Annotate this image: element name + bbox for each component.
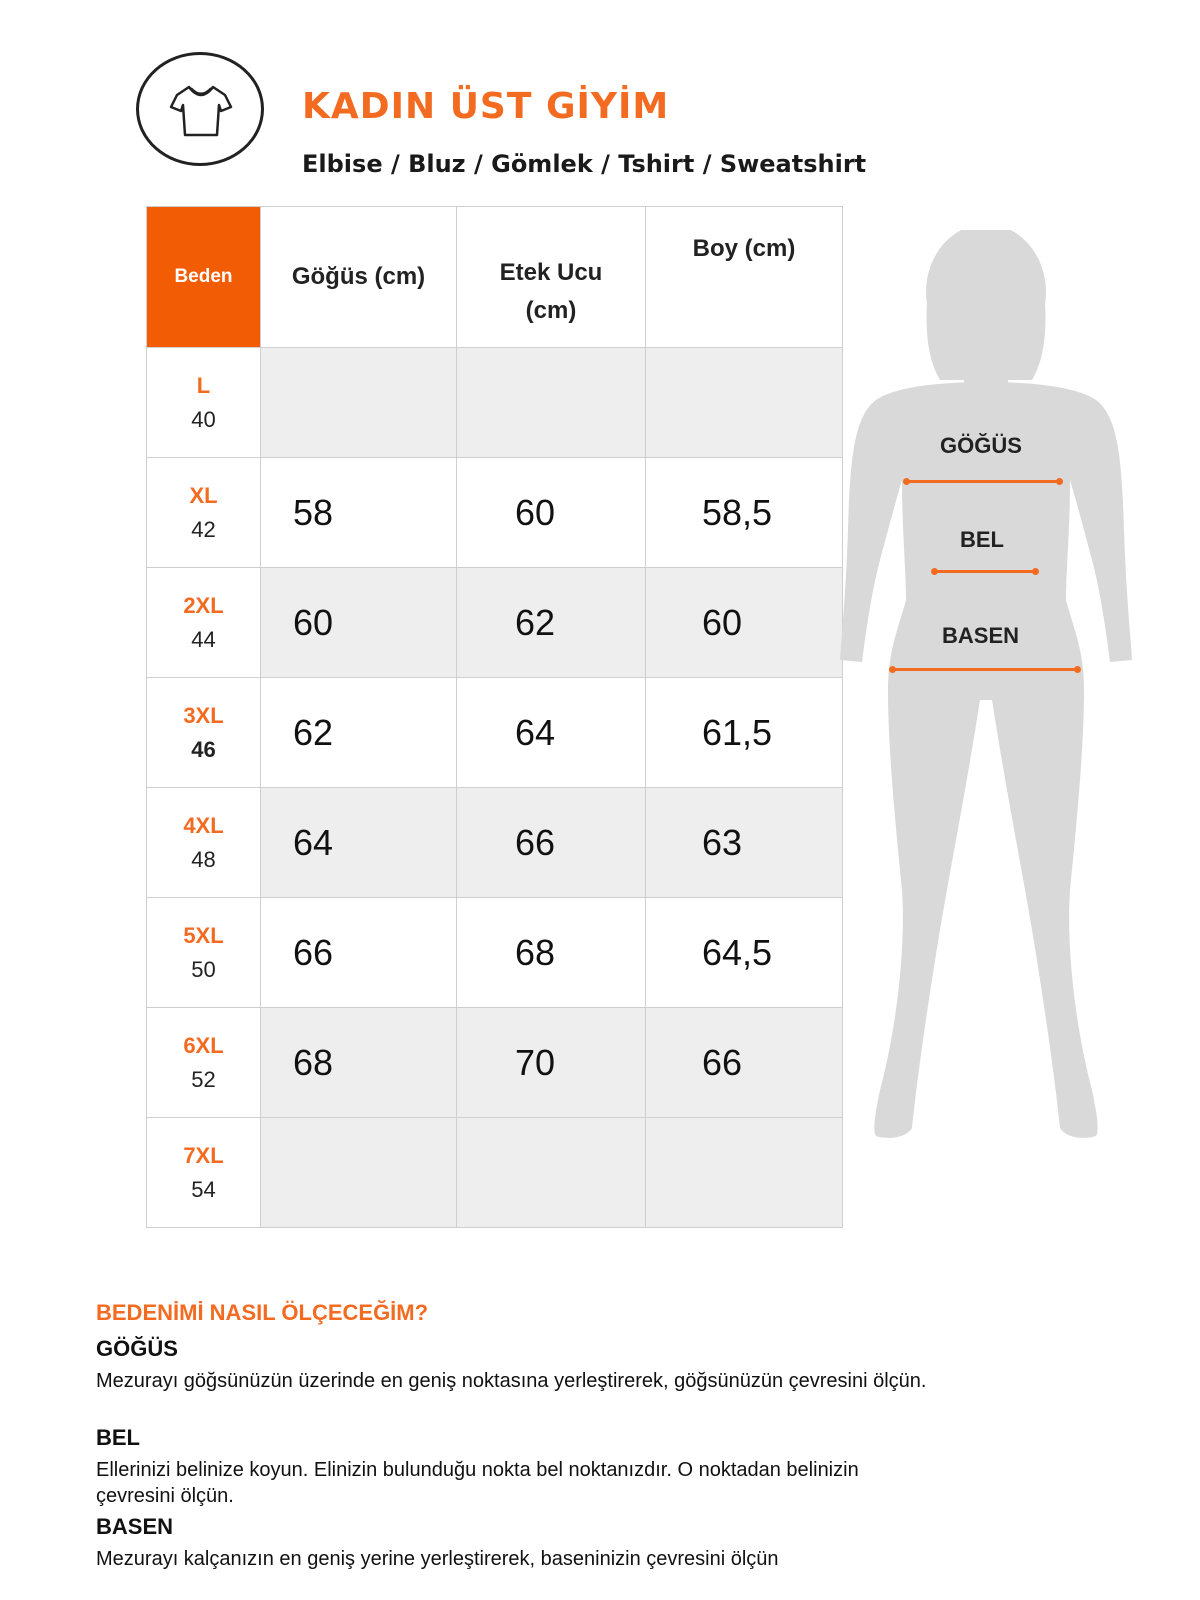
section-text-bel: Ellerinizi belinize koyun. Elinizin bulunduğu nokta bel noktanızdır. O noktadan belinizin çevresini ölçün. xyxy=(96,1459,859,1507)
header-beden: Beden xyxy=(147,207,261,348)
label-gogus: GÖĞÜS xyxy=(940,433,1022,458)
page-subtitle: Elbise / Bluz / Gömlek / Tshirt / Sweatshirt xyxy=(302,150,867,178)
table-row xyxy=(147,788,843,898)
size-letter: 6XL xyxy=(183,1032,224,1058)
gogus-value: 68 xyxy=(261,1008,457,1118)
size-cell xyxy=(147,458,261,568)
section-heading-basen: BASEN xyxy=(96,1514,174,1539)
size-letter: XL xyxy=(189,482,218,508)
etek-value: 68 xyxy=(457,898,646,1008)
size-cell xyxy=(147,568,261,678)
size-number: 46 xyxy=(191,736,216,762)
gogus-value: 64 xyxy=(261,788,457,898)
header-etek xyxy=(457,207,646,348)
basen-measure-line xyxy=(892,668,1078,671)
size-cell xyxy=(147,898,261,1008)
tshirt-icon xyxy=(169,83,233,139)
size-letter: L xyxy=(196,372,211,398)
body-silhouette-icon xyxy=(836,230,1136,1160)
size-letter: 5XL xyxy=(183,922,224,948)
section-text-gogus: Mezurayı göğsünüzün üzerinde en geniş noktasına yerleştirerek, göğsünüzün çevresini ölçün. xyxy=(96,1370,927,1392)
gogus-value: 60 xyxy=(261,568,457,678)
etek-value: 60 xyxy=(457,458,646,568)
size-letter: 3XL xyxy=(183,702,224,728)
boy-value: 61,5 xyxy=(646,678,843,788)
size-table xyxy=(146,206,843,1228)
size-number: 54 xyxy=(191,1176,216,1202)
size-number: 52 xyxy=(191,1066,216,1092)
table-row xyxy=(147,348,843,458)
size-number: 48 xyxy=(191,846,216,872)
logo-circle xyxy=(136,52,264,166)
boy-value: 63 xyxy=(646,788,843,898)
gogus-measure-line xyxy=(906,480,1060,483)
size-cell xyxy=(147,678,261,788)
header-etek-label: Etek Ucu (cm) xyxy=(499,259,603,324)
gogus-value: 58 xyxy=(261,458,457,568)
bel-measure-line xyxy=(934,570,1036,573)
etek-value xyxy=(457,1118,646,1228)
gogus-value: 66 xyxy=(261,898,457,1008)
etek-value: 70 xyxy=(457,1008,646,1118)
table-row xyxy=(147,1118,843,1228)
boy-value: 64,5 xyxy=(646,898,843,1008)
size-letter: 2XL xyxy=(183,592,224,618)
size-cell xyxy=(147,1118,261,1228)
section-text-basen: Mezurayı kalçanızın en geniş yerine yerleştirerek, baseninizin çevresini ölçün xyxy=(96,1548,779,1570)
size-cell xyxy=(147,788,261,898)
gogus-value xyxy=(261,1118,457,1228)
size-number: 44 xyxy=(191,626,216,652)
header-boy: Boy (cm) xyxy=(646,207,843,348)
section-heading-gogus: GÖĞÜS xyxy=(96,1336,178,1361)
size-number: 50 xyxy=(191,956,216,982)
boy-value: 58,5 xyxy=(646,458,843,568)
gogus-value: 62 xyxy=(261,678,457,788)
table-row xyxy=(147,898,843,1008)
table-header-row xyxy=(147,207,843,348)
size-cell xyxy=(147,348,261,458)
size-letter: 7XL xyxy=(183,1142,224,1168)
table-row xyxy=(147,1008,843,1118)
label-bel: BEL xyxy=(960,527,1004,552)
boy-value: 60 xyxy=(646,568,843,678)
size-letter: 4XL xyxy=(183,812,224,838)
size-number: 42 xyxy=(191,516,216,542)
etek-value xyxy=(457,348,646,458)
etek-value: 66 xyxy=(457,788,646,898)
etek-value: 62 xyxy=(457,568,646,678)
boy-value: 66 xyxy=(646,1008,843,1118)
etek-value: 64 xyxy=(457,678,646,788)
boy-value xyxy=(646,1118,843,1228)
header-gogus: Göğüs (cm) xyxy=(261,207,457,348)
table-row xyxy=(147,458,843,568)
boy-value xyxy=(646,348,843,458)
section-heading-bel: BEL xyxy=(96,1425,140,1450)
table-row xyxy=(147,568,843,678)
howto-title: BEDENİMİ NASIL ÖLÇECEĞİM? xyxy=(96,1300,429,1325)
table-row xyxy=(147,678,843,788)
page-title: KADIN ÜST GİYİM xyxy=(302,86,670,127)
gogus-value xyxy=(261,348,457,458)
size-number: 40 xyxy=(191,406,216,432)
size-cell xyxy=(147,1008,261,1118)
label-basen: BASEN xyxy=(942,623,1020,648)
